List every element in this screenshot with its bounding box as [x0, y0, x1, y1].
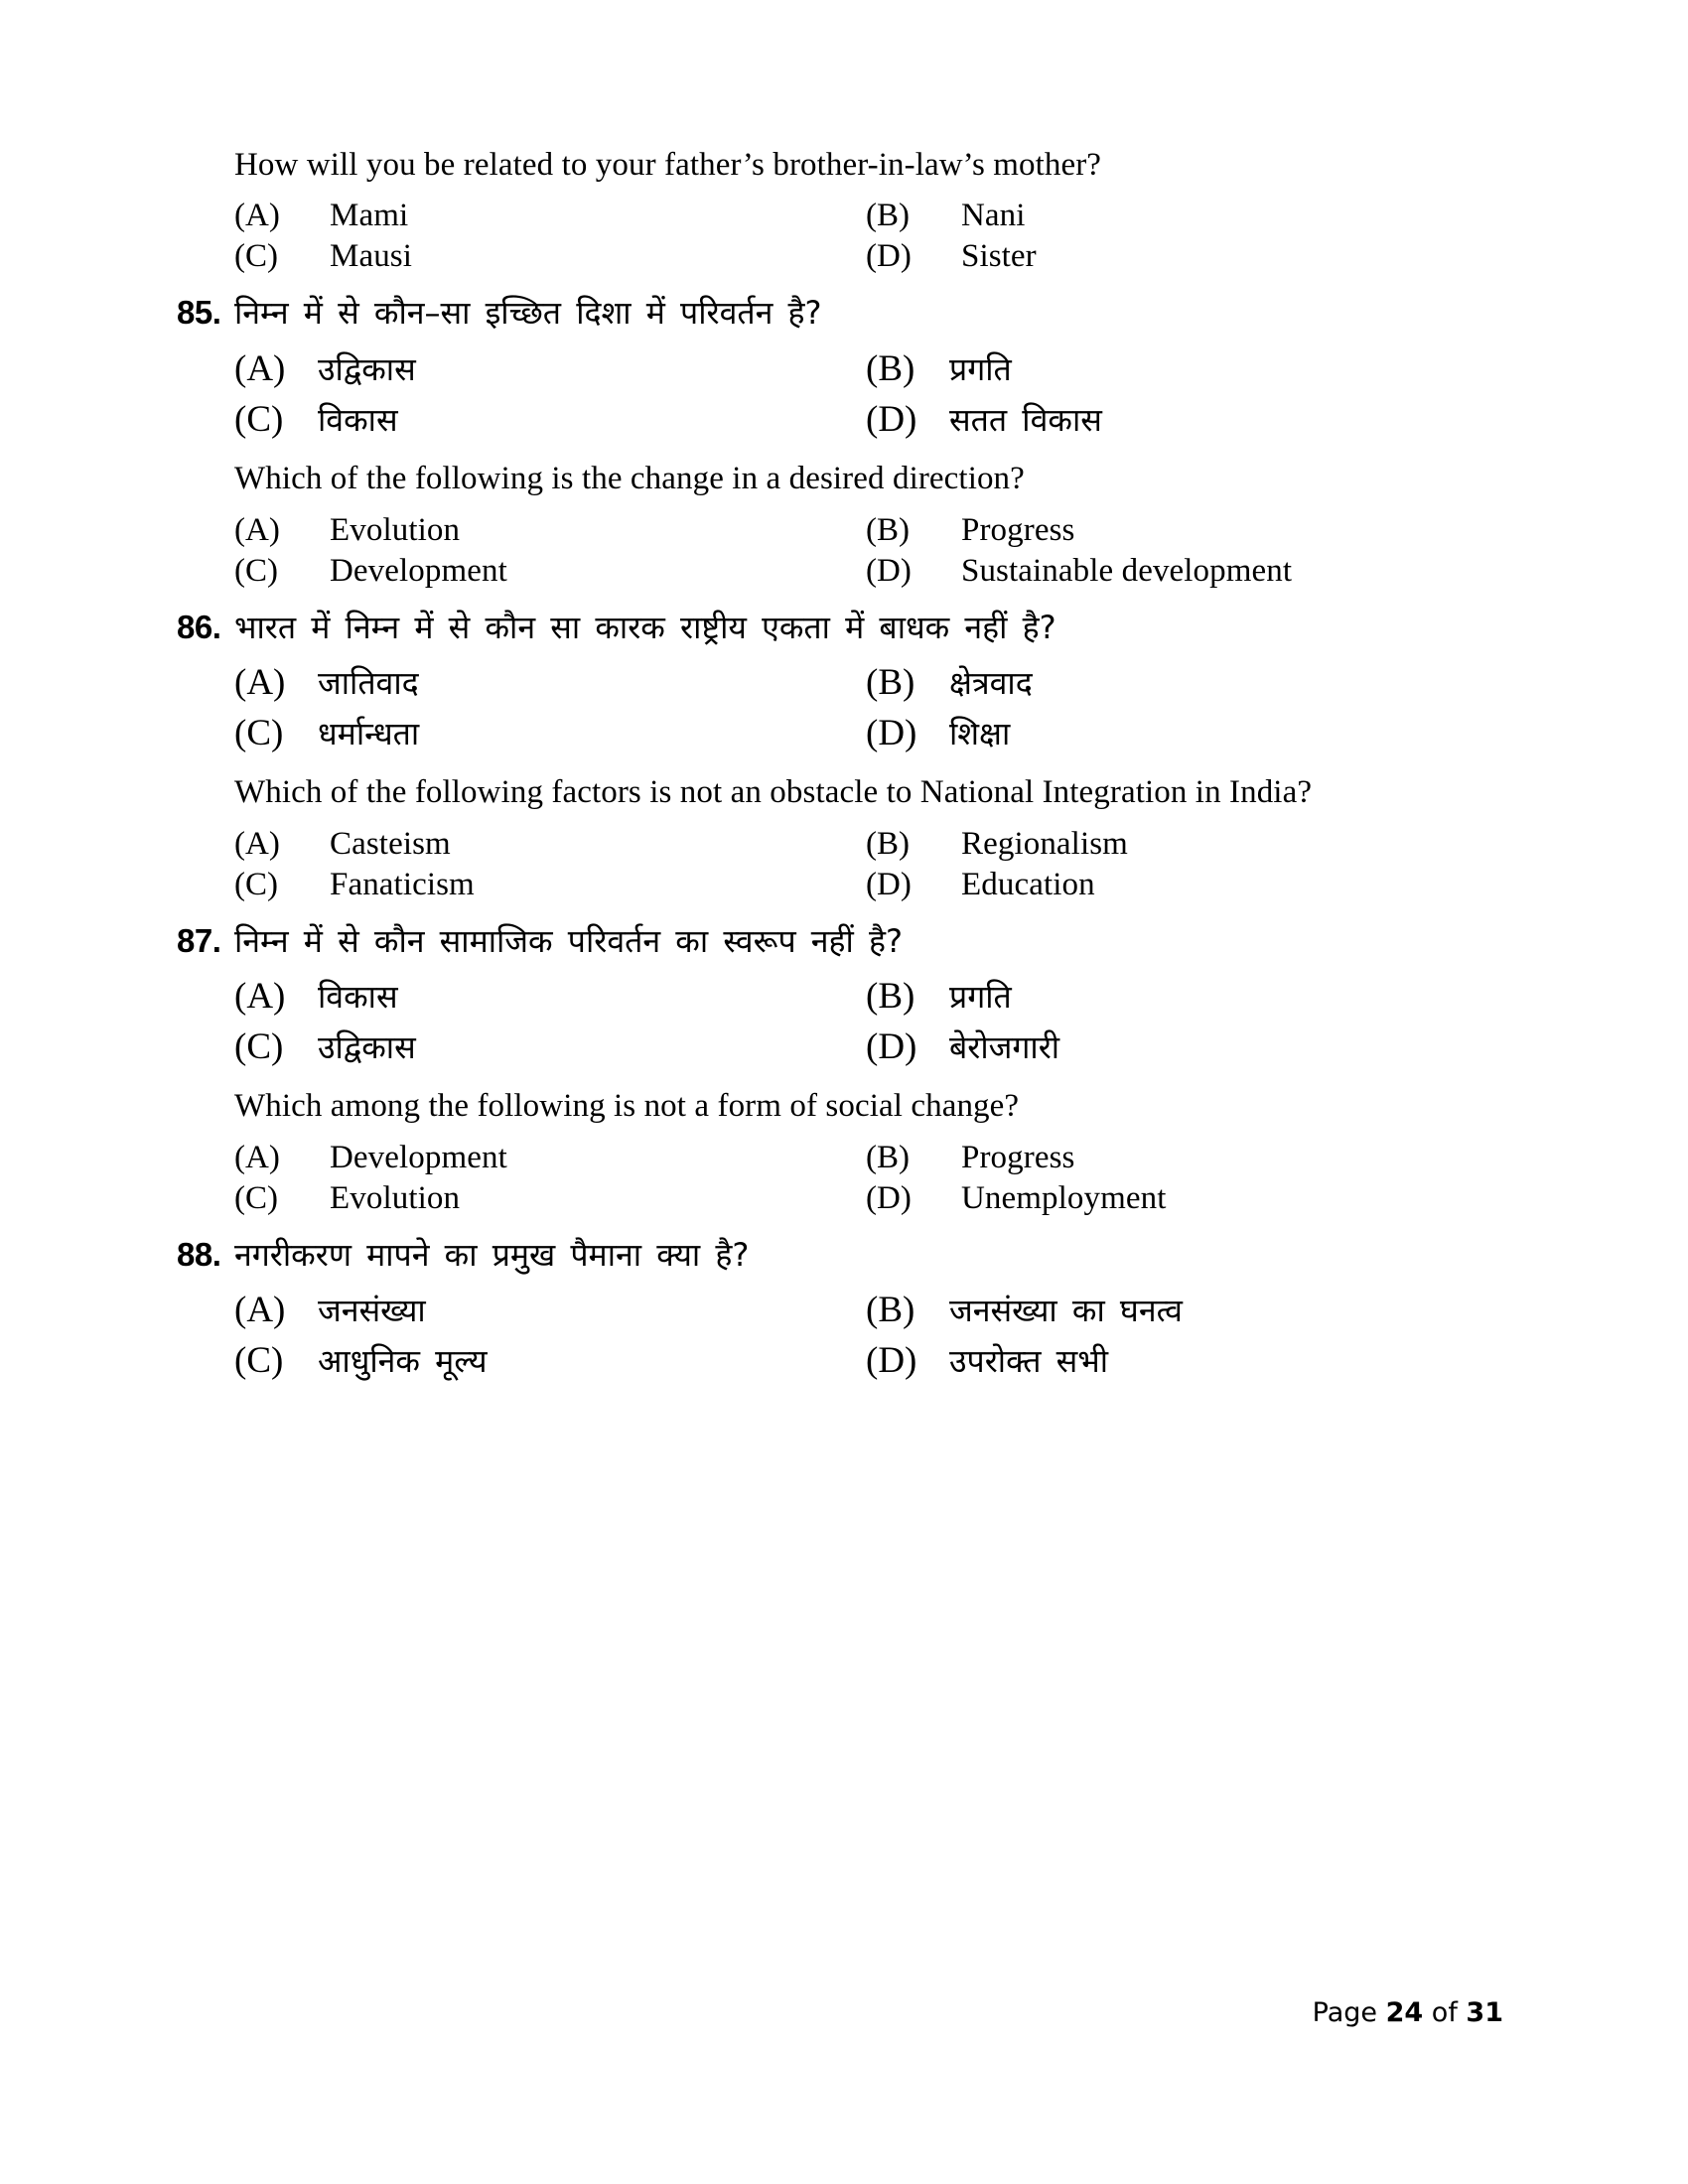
options-english [234, 512, 1497, 590]
option-c[interactable] [234, 1025, 866, 1068]
option-a[interactable] [234, 198, 866, 234]
option-row [234, 1025, 1497, 1068]
footer-total-pages: 31 [1466, 1997, 1503, 2028]
question-block-87 [177, 917, 1497, 1217]
option-label: Unemployment [961, 1179, 1167, 1216]
option-key: (D) [866, 713, 917, 754]
option-label: Nani [961, 198, 1026, 234]
option-key: (B) [866, 662, 915, 704]
option-b[interactable] [866, 661, 1497, 704]
option-label: उद्विकास [318, 350, 416, 389]
option-d[interactable] [866, 553, 1497, 590]
options-english [234, 1140, 1497, 1217]
option-b[interactable] [866, 198, 1497, 234]
option-label: Progress [961, 511, 1075, 548]
option-b[interactable] [866, 512, 1497, 549]
option-label: सतत विकास [949, 401, 1102, 440]
option-key: (C) [234, 1179, 278, 1216]
option-b[interactable] [866, 975, 1497, 1018]
option-c[interactable] [234, 553, 866, 590]
option-row [234, 347, 1497, 390]
option-key: (A) [234, 348, 286, 390]
option-label: शिक्षा [949, 715, 1011, 753]
option-label: प्रगति [949, 978, 1012, 1017]
option-label: Progress [961, 1139, 1075, 1175]
option-d[interactable] [866, 867, 1497, 903]
option-key: (A) [234, 198, 280, 234]
option-c[interactable] [234, 1180, 866, 1217]
question-block-88 [177, 1231, 1497, 1383]
option-key: (D) [866, 1179, 912, 1216]
footer-current-page: 24 [1385, 1997, 1424, 2028]
options-english [234, 198, 1497, 275]
option-label: विकास [318, 401, 398, 440]
option-label: जातिवाद [318, 664, 419, 703]
option-label: बेरोजगारी [949, 1028, 1060, 1067]
option-label: Sustainable development [961, 552, 1293, 589]
option-key: (C) [234, 238, 278, 275]
option-a[interactable] [234, 1140, 866, 1176]
option-label: Regionalism [961, 825, 1128, 862]
option-b[interactable] [866, 826, 1497, 863]
question-stem-english: Which of the following is the change in a desired direction? [234, 461, 1025, 497]
page-content [177, 127, 1497, 1384]
option-label: उद्विकास [318, 1028, 416, 1067]
option-a[interactable] [234, 975, 866, 1018]
option-c[interactable] [234, 398, 866, 441]
question-stem-hindi: निम्न में से कौन–सा इच्छित दिशा में परिवर्तन है? [234, 294, 822, 333]
option-label: जनसंख्या [318, 1292, 426, 1330]
option-d[interactable] [866, 238, 1497, 275]
option-c[interactable] [234, 238, 866, 275]
option-d[interactable] [866, 398, 1497, 441]
page-footer [1313, 1997, 1503, 2028]
option-label: Sister [961, 238, 1037, 275]
option-label: Evolution [330, 511, 461, 548]
option-label: धर्मान्धता [318, 715, 420, 753]
option-key: (C) [234, 866, 278, 902]
option-row [234, 1339, 1497, 1382]
option-c[interactable] [234, 867, 866, 903]
footer-of-label: of [1431, 1997, 1458, 2028]
option-label: Education [961, 866, 1095, 902]
option-key: (B) [866, 198, 910, 234]
option-label: Development [330, 552, 507, 589]
options-hindi [234, 347, 1497, 441]
option-b[interactable] [866, 1289, 1497, 1331]
option-label: आधुनिक मूल्य [318, 1342, 488, 1381]
option-key: (C) [234, 713, 284, 754]
option-b[interactable] [866, 347, 1497, 390]
option-key: (C) [234, 399, 284, 441]
option-label: Development [330, 1139, 507, 1175]
option-d[interactable] [866, 712, 1497, 754]
option-key: (D) [866, 1026, 917, 1068]
option-key: (B) [866, 1139, 910, 1175]
option-a[interactable] [234, 1289, 866, 1331]
option-key: (D) [866, 238, 912, 275]
question-number: 87. [177, 921, 221, 959]
option-key: (B) [866, 511, 910, 548]
option-key: (B) [866, 976, 915, 1018]
option-d[interactable] [866, 1025, 1497, 1068]
option-label: Mami [330, 198, 409, 234]
options-english [234, 826, 1497, 903]
option-key: (A) [234, 825, 280, 862]
question-stem-english: How will you be related to your father’s brother-in-law’s mother? [234, 147, 1102, 183]
question-number: 88. [177, 1235, 221, 1273]
option-a[interactable] [234, 512, 866, 549]
question-stem-hindi: निम्न में से कौन सामाजिक परिवर्तन का स्वरूप नहीं है? [234, 921, 903, 960]
option-c[interactable] [234, 712, 866, 754]
option-a[interactable] [234, 826, 866, 863]
option-key: (C) [234, 552, 278, 589]
option-row [234, 553, 1497, 590]
option-key: (D) [866, 552, 912, 589]
option-key: (B) [866, 348, 915, 390]
option-a[interactable] [234, 347, 866, 390]
question-stem-hindi-row [177, 604, 1497, 652]
options-hindi [234, 975, 1497, 1068]
option-key: (A) [234, 662, 286, 704]
option-key: (A) [234, 1290, 286, 1331]
option-d[interactable] [866, 1180, 1497, 1217]
option-key: (D) [866, 866, 912, 902]
question-stem-english: Which of the following factors is not an obstacle to National Integration in India? [234, 774, 1313, 811]
option-label: Evolution [330, 1179, 461, 1216]
question-number: 85. [177, 294, 221, 332]
question-number: 86. [177, 608, 221, 645]
option-label: क्षेत्रवाद [949, 664, 1033, 703]
option-key: (D) [866, 399, 917, 441]
question-stem-hindi: नगरीकरण मापने का प्रमुख पैमाना क्या है? [234, 1235, 750, 1274]
option-key: (B) [866, 825, 910, 862]
option-row [234, 1140, 1497, 1176]
option-key: (D) [866, 1340, 917, 1382]
option-row [234, 512, 1497, 549]
question-block-84-continued [177, 139, 1497, 275]
question-stem-hindi-row [177, 289, 1497, 338]
question-stem-english: Which among the following is not a form of social change? [234, 1088, 1020, 1125]
option-label: Mausi [330, 238, 412, 275]
option-label: उपरोक्त सभी [949, 1342, 1109, 1381]
option-label: विकास [318, 978, 398, 1017]
option-row [234, 1180, 1497, 1217]
option-d[interactable] [866, 1339, 1497, 1382]
option-row [234, 198, 1497, 234]
option-label: जनसंख्या का घनत्व [949, 1292, 1183, 1330]
option-row [234, 975, 1497, 1018]
option-key: (A) [234, 511, 280, 548]
option-label: Fanaticism [330, 866, 475, 902]
question-block-86 [177, 604, 1497, 903]
option-key: (A) [234, 1139, 280, 1175]
option-row [234, 238, 1497, 275]
question-stem-hindi: भारत में निम्न में से कौन सा कारक राष्ट्रीय एकता में बाधक नहीं है? [234, 608, 1056, 646]
option-c[interactable] [234, 1339, 866, 1382]
option-key: (A) [234, 976, 286, 1018]
option-label: प्रगति [949, 350, 1012, 389]
question-stem-hindi-row [177, 1231, 1497, 1280]
option-label: Casteism [330, 825, 451, 862]
question-stem-hindi-row [177, 917, 1497, 966]
option-b[interactable] [866, 1140, 1497, 1176]
option-row [234, 826, 1497, 863]
option-row [234, 398, 1497, 441]
option-key: (B) [866, 1290, 915, 1331]
option-row [234, 712, 1497, 754]
footer-page-label: Page [1312, 1997, 1378, 2028]
options-hindi [234, 661, 1497, 754]
option-a[interactable] [234, 661, 866, 704]
option-key: (C) [234, 1026, 284, 1068]
question-block-85 [177, 289, 1497, 589]
option-row [234, 867, 1497, 903]
option-row [234, 1289, 1497, 1331]
option-key: (C) [234, 1340, 284, 1382]
options-hindi [234, 1289, 1497, 1382]
option-row [234, 661, 1497, 704]
